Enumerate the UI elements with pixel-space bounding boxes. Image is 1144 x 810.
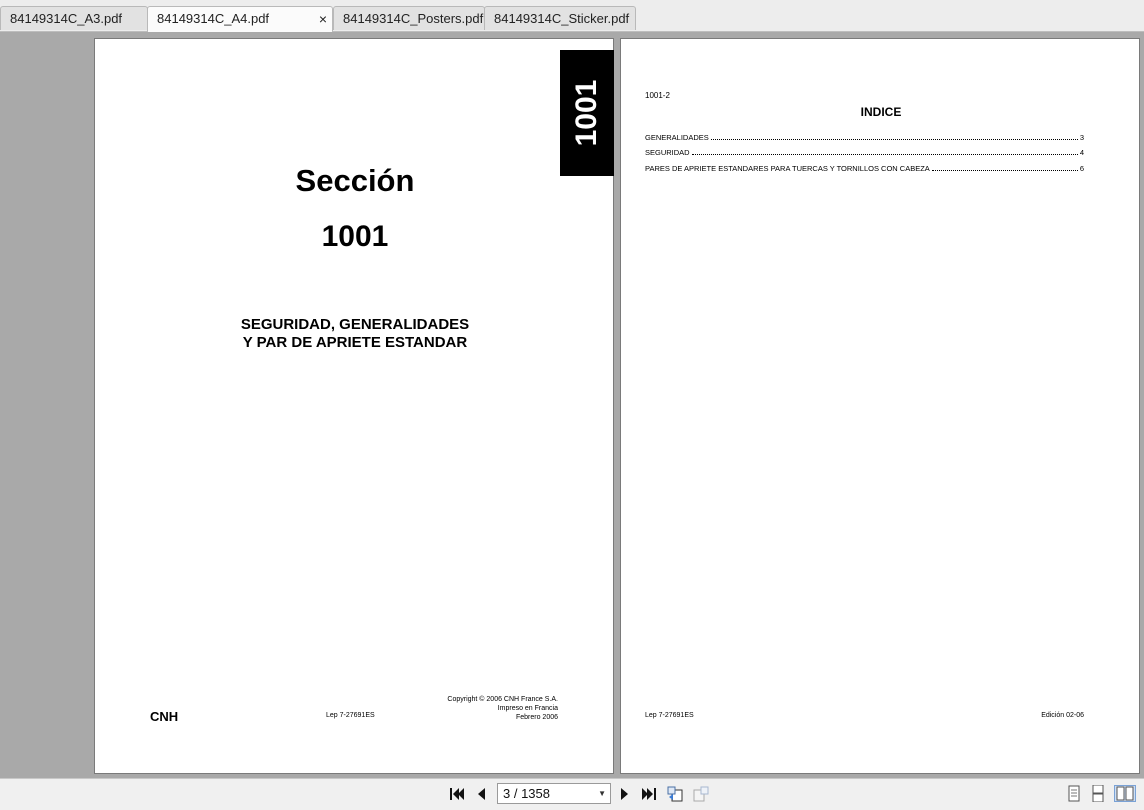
two-page-view-button[interactable] bbox=[1114, 785, 1136, 802]
single-page-icon bbox=[1066, 785, 1082, 802]
toc-label: SEGURIDAD bbox=[645, 148, 690, 157]
section-subtitle bbox=[95, 316, 615, 352]
tab-label: 84149314C_Sticker.pdf bbox=[494, 11, 630, 26]
table-of-contents bbox=[645, 126, 1084, 173]
previous-page-button[interactable] bbox=[472, 785, 490, 803]
first-page-button[interactable] bbox=[448, 785, 466, 803]
tab-label: 84149314C_A4.pdf bbox=[157, 11, 270, 26]
pdf-page-left bbox=[94, 38, 614, 774]
section-title: Sección bbox=[295, 163, 415, 198]
subtitle-line-2: Y PAR DE APRIETE ESTANDAR bbox=[242, 334, 468, 351]
brand-cnh: CNH bbox=[150, 709, 179, 724]
subtitle-line-1: SEGURIDAD, GENERALIDADES bbox=[240, 316, 470, 333]
toc-page: 3 bbox=[1079, 132, 1084, 142]
previous-view-button[interactable] bbox=[666, 785, 684, 803]
toc-page: 4 bbox=[1079, 148, 1084, 157]
navigation-toolbar bbox=[0, 778, 1144, 810]
lep-code: Lep 7-27691ES bbox=[645, 712, 694, 719]
previous-page-icon bbox=[475, 787, 487, 801]
toc-leader bbox=[932, 170, 1078, 171]
toc-page: 6 bbox=[1079, 163, 1084, 173]
index-title: INDICE bbox=[860, 105, 902, 119]
copyright-block bbox=[447, 695, 558, 722]
toc-entry[interactable] bbox=[645, 126, 1084, 142]
next-view-button[interactable] bbox=[692, 785, 710, 803]
last-page-icon bbox=[641, 787, 657, 801]
two-page-icon bbox=[1115, 786, 1135, 801]
first-page-icon bbox=[449, 787, 465, 801]
chevron-down-icon: ▼ bbox=[598, 789, 606, 798]
page-number-select[interactable] bbox=[497, 783, 611, 804]
copyright-line-2: Impreso en Francia bbox=[497, 705, 558, 712]
previous-view-icon bbox=[666, 785, 684, 803]
next-page-icon bbox=[619, 787, 631, 801]
tab-a4[interactable] bbox=[147, 6, 333, 32]
toc-entry[interactable] bbox=[645, 142, 1084, 158]
lep-code: Lep 7-27691ES bbox=[326, 712, 375, 719]
tab-a3[interactable] bbox=[0, 6, 148, 30]
continuous-page-icon bbox=[1090, 785, 1106, 802]
section-tab-marker bbox=[560, 50, 614, 176]
section-tab-number: 1001 bbox=[570, 79, 603, 147]
toc-leader bbox=[711, 139, 1078, 140]
page-indicator: 3 / 1358 bbox=[503, 786, 550, 801]
toc-leader bbox=[692, 154, 1078, 155]
document-viewer[interactable] bbox=[0, 32, 1144, 778]
copyright-line-1: Copyright © 2006 CNH France S.A. bbox=[447, 696, 558, 703]
continuous-view-button[interactable] bbox=[1090, 785, 1106, 802]
toc-entry[interactable] bbox=[645, 157, 1084, 173]
next-view-icon bbox=[692, 785, 710, 803]
tab-sticker[interactable] bbox=[484, 6, 636, 30]
copyright-line-3: Febrero 2006 bbox=[515, 714, 558, 721]
close-icon[interactable]: × bbox=[318, 11, 327, 27]
last-page-button[interactable] bbox=[640, 785, 658, 803]
page-header: 1001-2 bbox=[645, 91, 670, 100]
pdf-page-right bbox=[620, 38, 1140, 774]
tab-label: 84149314C_Posters.pdf bbox=[343, 11, 484, 26]
toc-label: GENERALIDADES bbox=[645, 132, 709, 142]
section-number: 1001 bbox=[321, 220, 389, 253]
tab-posters[interactable] bbox=[333, 6, 485, 30]
toc-label: PARES DE APRIETE ESTANDARES PARA TUERCAS Y TORNILLOS CON CABEZA bbox=[645, 163, 930, 173]
edition-label: Edición 02-06 bbox=[1041, 712, 1084, 719]
tab-bar bbox=[0, 0, 1144, 32]
next-page-button[interactable] bbox=[616, 785, 634, 803]
tab-label: 84149314C_A3.pdf bbox=[10, 11, 123, 26]
single-page-view-button[interactable] bbox=[1066, 785, 1082, 802]
